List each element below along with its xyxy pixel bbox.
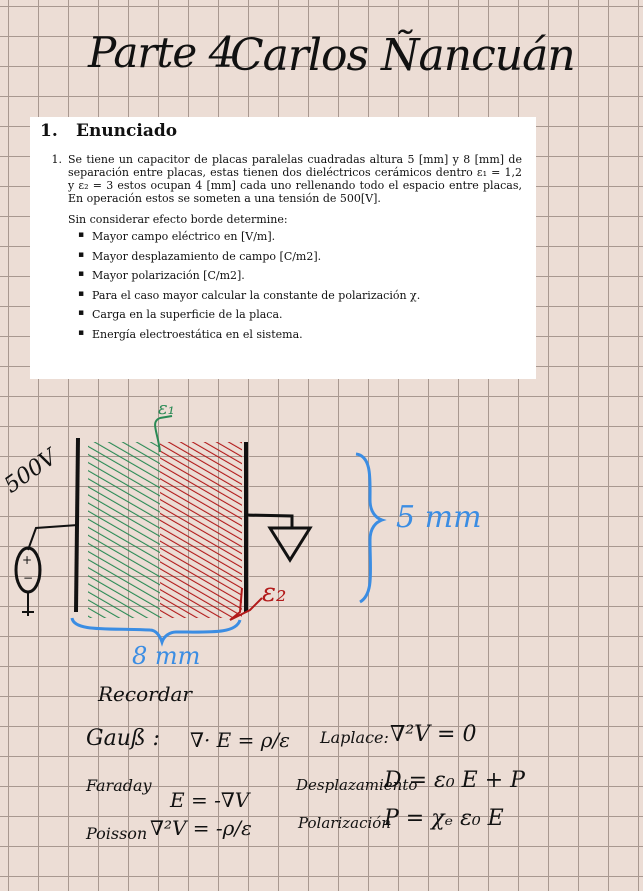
question-item: ▪ Energía electroestática en el sistema. [92,328,522,341]
capacitor-sketch [0,380,643,680]
section-title: Enunciado [76,121,178,141]
epsilon1-label: ε₁ [158,398,175,419]
question-item: ▪ Mayor polarización [C/m2]. [92,269,522,282]
poisson-formula: ∇²V = -ρ/ε [150,816,252,840]
ground-icon [270,528,310,560]
problem-item-number: 1. [51,153,62,166]
question-list [40,230,522,341]
poisson-name: Poisson [86,824,148,843]
height-bracket [356,454,382,602]
gauss-name: Gauß : [86,726,160,751]
svg-text:+: + [22,553,33,567]
polarization-formula: P = χₑ ε₀ E [384,806,504,831]
width-label: 8 mm [132,642,201,670]
problem-statement-card [30,117,536,379]
svg-text:−: − [23,571,34,585]
question-item: ▪ Carga en la superficie de la placa. [92,308,522,321]
left-wire [28,525,78,550]
dielectric-2-region [160,442,242,618]
section-heading [40,121,522,141]
section-number: 1. [40,121,58,141]
handwritten-author: Carlos Ñancuán [230,30,575,81]
problem-item-text: Se tiene un capacitor de placas paralelas cuadradas altura 5 [mm] y 8 [mm] de separación entre placas, estas tienen dos dieléctricos cerámicos dentro ε₁ = 1,2 y ε₂ = 3 estos ocupan 4 [mm] cada uno rellenando todo el espacio entre placas, En operación estos se someten a una tensión de 500[V]. [68,153,522,205]
height-label: 5 mm [396,500,482,535]
handwritten-title: Parte 4 [88,28,235,77]
right-wire [246,515,292,528]
question-item: ▪ Para el caso mayor calcular la constante de polarización χ. [92,289,522,302]
displacement-name: Desplazamiento [296,776,418,794]
notes-heading: Recordar [98,682,192,706]
problem-item [40,153,522,205]
dielectric-1-region [88,442,160,618]
problem-lead: Sin considerar efecto borde determine: [68,213,288,226]
width-bracket [72,618,240,642]
question-item: ▪ Mayor campo eléctrico en [V/m]. [92,230,522,243]
gauss-formula: ∇· E = ρ/ε [190,728,290,752]
polarization-name: Polarización [298,814,391,832]
voltage-label: 500V [0,444,62,499]
laplace-name: Laplace: [320,728,389,747]
faraday-formula: E = -∇V [170,788,250,812]
laplace-formula: ∇²V = 0 [390,722,477,747]
epsilon2-label: ε₂ [262,578,287,608]
displacement-formula: D = ε₀ E + P [384,768,525,793]
faraday-name: Faraday [86,776,152,795]
question-item: ▪ Mayor desplazamiento de campo [C/m2]. [92,250,522,263]
